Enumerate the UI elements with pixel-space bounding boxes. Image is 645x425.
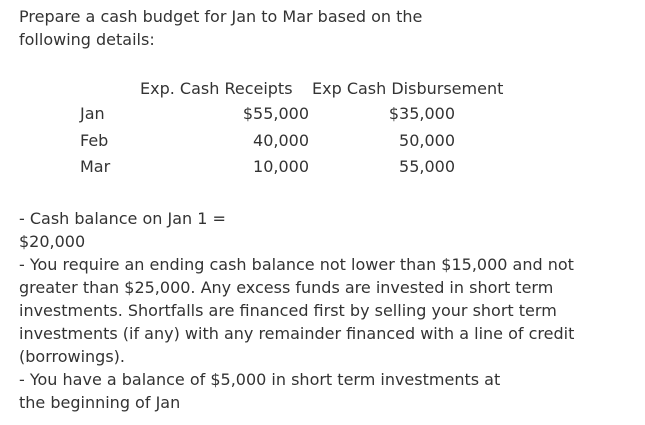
note-short-term-investments: - You have a balance of $5,000 in short term investments at the beginning of Jan (19, 370, 501, 412)
header-receipts: Exp. Cash Receipts (140, 79, 293, 98)
receipts-value: $55,000 (242, 104, 309, 123)
instructions-intro: Prepare a cash budget for Jan to Mar based on the following details: (19, 7, 423, 49)
disbursement-value: 50,000 (399, 131, 455, 150)
disbursement-value: $35,000 (388, 104, 455, 123)
note-cash-balance: - Cash balance on Jan 1 = $20,000 (19, 209, 226, 251)
disbursement-value: 55,000 (399, 157, 455, 176)
header-disbursement: Exp Cash Disbursement (312, 79, 504, 98)
notes-section (19, 207, 619, 414)
note-balance-requirement: - You require an ending cash balance not lower than $15,000 and not greater than $25,000. Any excess funds are invested in short term investments. Shortfalls are financed first by selling your short term investments (if any) with any remainder financed with a line of credit (borrowings). (19, 255, 575, 366)
receipts-value: 10,000 (253, 157, 309, 176)
cash-flow-table (0, 0, 645, 190)
receipts-value: 40,000 (253, 131, 309, 150)
month-label: Jan (80, 104, 105, 123)
month-label: Feb (80, 131, 109, 150)
month-label: Mar (80, 157, 111, 176)
